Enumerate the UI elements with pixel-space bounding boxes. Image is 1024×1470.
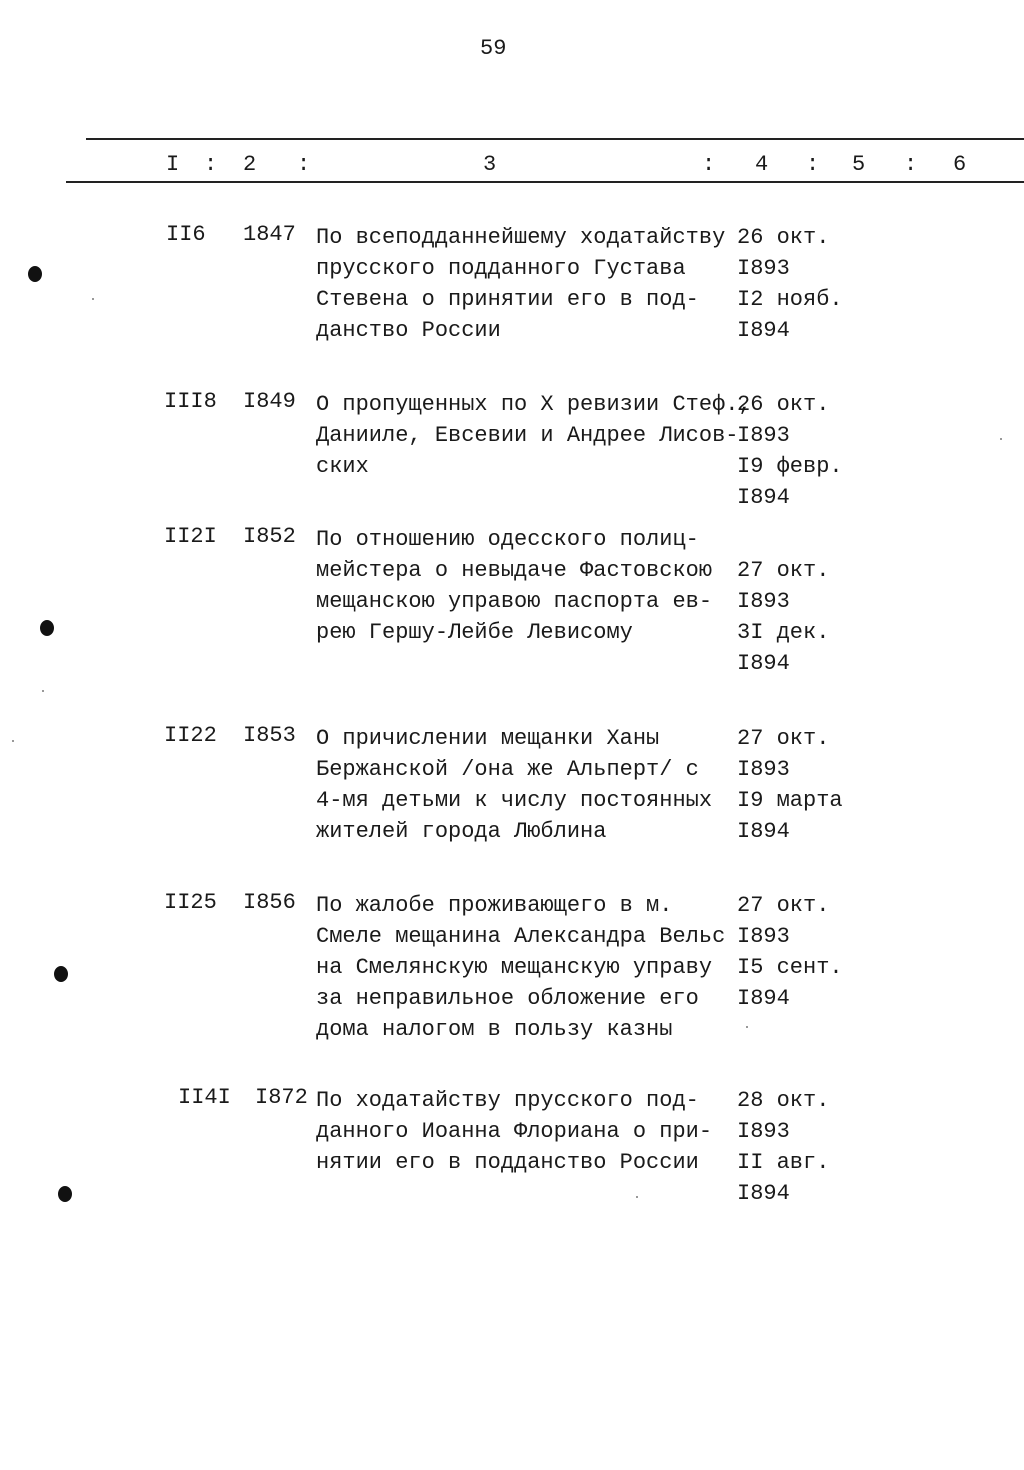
- column-separator: :: [806, 152, 820, 177]
- record-dates: 27 окт. I893 I5 сент. I894: [737, 893, 843, 1011]
- header-rule-bottom: [66, 181, 1024, 183]
- record-dates: 27 окт. I893 I9 марта I894: [737, 726, 843, 844]
- scan-speck: [12, 740, 14, 742]
- record-number: II2I: [164, 524, 217, 549]
- record-year: I856: [243, 890, 296, 915]
- column-header-6: 6: [953, 152, 967, 177]
- record-number: II22: [164, 723, 217, 748]
- header-rule-top: [86, 138, 1024, 140]
- column-header-1: I: [166, 152, 180, 177]
- record-number: II25: [164, 890, 217, 915]
- record-number: II4I: [178, 1085, 231, 1110]
- scan-speck: [92, 298, 94, 300]
- record-dates: 26 окт. I893 I2 нояб. I894: [737, 225, 843, 343]
- record-description: По ходатайству прусского под- данного Иоанна Флориана о при- нятии его в подданство России: [316, 1088, 713, 1175]
- page-number: 59: [480, 36, 507, 61]
- column-separator: :: [702, 152, 716, 177]
- record-number: III8: [164, 389, 217, 414]
- record-year: I872: [255, 1085, 308, 1110]
- binder-hole-mark: [54, 966, 68, 982]
- column-header-2: 2: [243, 152, 257, 177]
- binder-hole-mark: [58, 1186, 72, 1202]
- column-header-4: 4: [755, 152, 769, 177]
- column-separator: :: [904, 152, 918, 177]
- record-dates: 27 окт. I893 3I дек. I894: [737, 558, 830, 676]
- record-description: По жалобе проживающего в м. Смеле мещанина Александра Вельс на Смелянскую мещанскую управу за неправильное обложение его дома налогом в пользу казны: [316, 893, 726, 1042]
- record-number: II6: [166, 222, 206, 247]
- column-separator: :: [204, 152, 218, 177]
- column-separator: :: [297, 152, 311, 177]
- record-dates: 28 окт. I893 II авг. I894: [737, 1088, 830, 1206]
- record-description: О пропущенных по Х ревизии Стеф., Даниилe, Евсевии и Андрее Лисов- ских: [316, 392, 752, 479]
- scan-speck: [1000, 438, 1002, 440]
- column-header-5: 5: [852, 152, 866, 177]
- record-description: По всеподданнейшему ходатайству прусского подданного Густава Стевена о принятии его в под- данство России: [316, 225, 726, 343]
- binder-hole-mark: [40, 620, 54, 636]
- record-year: I852: [243, 524, 296, 549]
- scan-speck: [636, 1196, 638, 1198]
- record-year: 1847: [243, 222, 296, 247]
- record-description: По отношению одесского полиц- мейстера о невыдаче Фастовскою мещанскою управою паспорта ев- рею Гершу-Лейбе Левисому: [316, 527, 713, 645]
- column-header-3: 3: [483, 152, 497, 177]
- record-year: I853: [243, 723, 296, 748]
- record-description: О причислении мещанки Ханы Бержанской /она же Альперт/ с 4-мя детьми к числу постоянных жителей города Люблина: [316, 726, 713, 844]
- record-year: I849: [243, 389, 296, 414]
- scan-speck: [746, 1026, 748, 1028]
- binder-hole-mark: [28, 266, 42, 282]
- record-dates: 26 окт. I893 I9 февр. I894: [737, 392, 843, 510]
- scan-speck: [42, 690, 44, 692]
